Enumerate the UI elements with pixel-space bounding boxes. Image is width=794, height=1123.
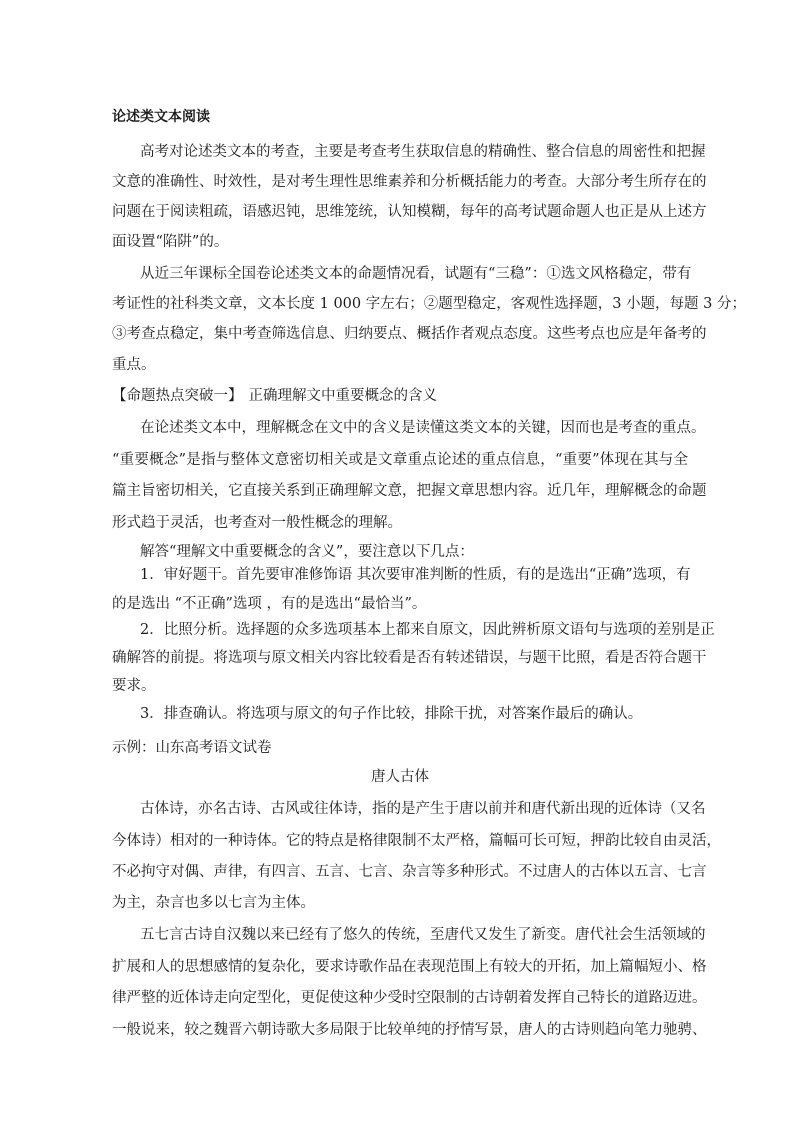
concept-line: 在论述类文本中，理解概念在文中的含义是读懂这类文本的关键，因而也是考查的重点。 [140,420,706,436]
point-line: 要求。 [112,678,156,694]
article-line: 五七言古诗自汉魏以来已经有了悠久的传统，至唐代又发生了新变。唐代社会生活领域的 [140,927,706,943]
article-line: 今体诗）相对的一种诗体。它的特点是格律限制不太严格，篇幅可长可短，押韵比较自由灵活， [112,833,721,849]
stable-line: 从近三年课标全国卷论述类文本的命题情况看，试题有“三稳”：①选文风格稳定，带有 [140,266,692,282]
article-title: 唐人古体 [371,769,429,785]
stable-line: 重点。 [112,357,156,373]
stable-line: ③考查点稳定，集中考查筛选信息、归纳要点、概括作者观点态度。这些考点也应是年备考的 [112,326,707,342]
intro-line: 问题在于阅读粗疏，语感迟钝，思维笼统，认知模糊，每年的高考试题命题人也正是从上述方 [112,204,707,220]
intro-line: 面设置“陷阱”的。 [112,234,229,250]
article-line: 一般说来，较之魏晋六朝诗歌大多局限于比较单纯的抒情写景，唐人的古诗则趋向笔力驰骋、 [112,1022,707,1038]
hotspot-heading [112,386,688,406]
article-line: 为主，杂言也多以七言为主体。 [112,895,315,911]
concept-line: “重要概念”是指与整体文意密切相关或是文章重点论述的重点信息，“重要”体现在其与全 [112,452,688,468]
article-line: 律严整的近体诗走向定型化，更促使这种少受时空限制的古诗朝着发挥自己特长的道路迈进。 [112,990,707,1006]
section-title: 论述类文本阅读 [112,109,210,125]
intro-line: 文意的准确性、时效性，是对考生理性思维素养和分析概括能力的考查。大部分考生所存在的 [112,174,707,190]
point-line: 3．排查确认。将选项与原文的句子作比较，排除干扰，对答案作最后的确认。 [140,706,643,722]
article-line: 扩展和人的思想感情的复杂化，要求诗歌作品在表现范围上有较大的开拓，加上篇幅短小、格 [112,959,707,975]
concept-line: 篇主旨密切相关，它直接关系到正确理解文意，把握文章思想内容。近几年，理解概念的命题 [112,483,707,499]
point-line: 的是选出 “不正确”选项 ，有的是选出“最恰当”。 [112,596,427,612]
point-line: 1．审好题干。首先要审准修饰语 其次要审准判断的性质，有的是选出“正确”选项，有 [140,567,691,583]
article-line: 古体诗，亦名古诗、古风或往体诗，指的是产生于唐以前并和唐代新出现的近体诗（又名 [140,801,706,817]
example-label: 示例：山东高考语文试卷 [112,740,272,756]
intro-line: 高考对论述类文本的考查，主要是考查考生获取信息的精确性、整合信息的周密性和把握 [140,144,706,160]
article-line: 不必拘守对偶、声律，有四言、五言、七言、杂言等多种形式。不过唐人的古体以五言、七言 [112,864,707,880]
point-line: 2．比照分析。选择题的众多选项基本上都来自原文，因此辨析原文语句与选项的差别是正 [140,622,715,638]
answer-intro: 解答“理解文中重要概念的含义”，要注意以下几点： [140,544,474,560]
stable-line: 考证性的社科类文章，文本长度 1 000 字左右；②题型稳定，客观性选择题，3 小题，每题 3 分； [112,296,747,312]
concept-line: 形式趋于灵活，也考查对一般性概念的理解。 [112,515,402,531]
point-line: 确解答的前提。将选项与原文相关内容比较看是否有转述错误，与题干比照，看是否符合题干 [112,650,707,666]
hotspot-title: 正确理解文中重要概念的含义 [248,388,437,404]
hotspot-bracket-label: 【命题热点突破一】 [112,388,243,404]
